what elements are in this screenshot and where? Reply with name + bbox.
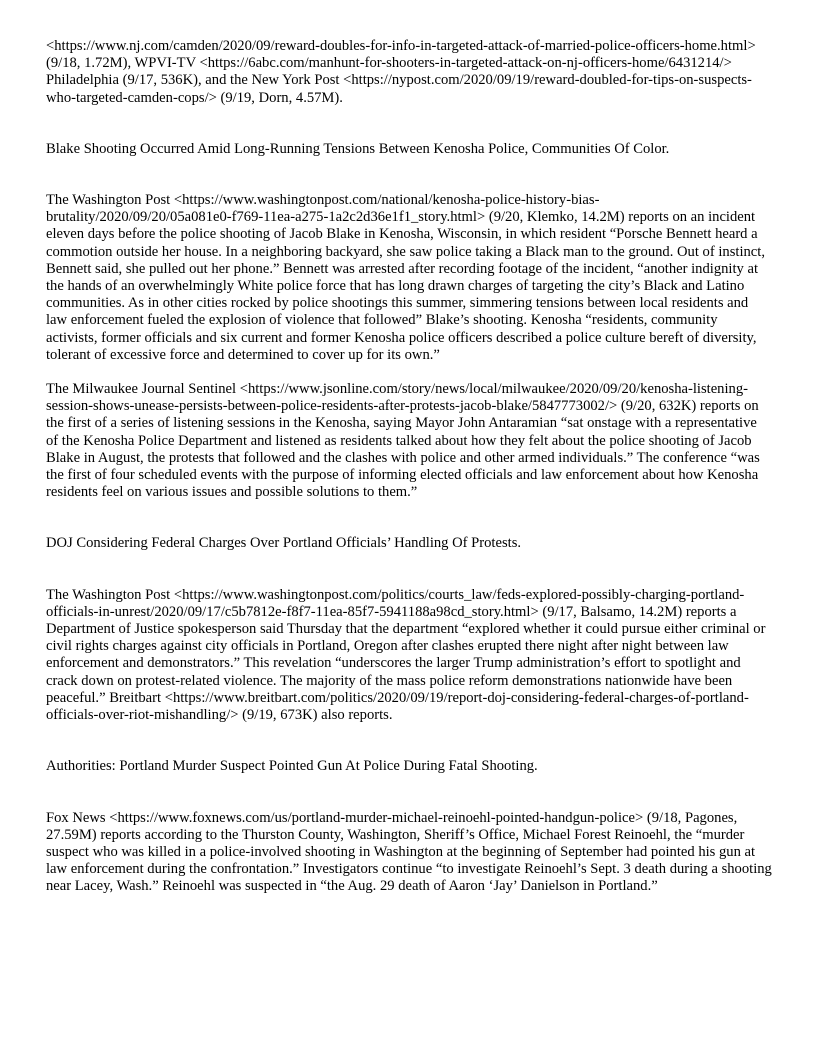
spacer (46, 724, 772, 758)
paragraph-milwaukee-journal: The Milwaukee Journal Sentinel <https://www.jsonline.com/story/news/local/milwaukee/2020/09/20/kenosha-listening-session-shows-unease-persists-between-police-residents-after-protests-jacob-blake/5847773002/> (9/20, 632K) reports on the first of a series of listening sessions in the Kenosha, saying Mayor John Antaramian “sat onstage with a representative of the Kenosha Police Department and listened as residents talked about how they felt about the police shooting of Jacob Blake in August, the protests that followed and the clashes with police and other armed individuals.” The conference “was the first of four scheduled events with the purpose of informing elected officials and law enforcement about how Kenosha residents feel on various issues and possible solutions to them.” (46, 381, 760, 501)
document-page (46, 38, 772, 896)
spacer (46, 501, 772, 535)
headline-doj-portland: DOJ Considering Federal Charges Over Portland Officials’ Handling Of Protests. (46, 535, 522, 552)
spacer (46, 553, 772, 587)
headline-blake-shooting: Blake Shooting Occurred Amid Long-Running Tensions Between Kenosha Police, Communities Of Color. (46, 140, 670, 157)
paragraph-continuation: <https://www.nj.com/camden/2020/09/reward-doubles-for-info-in-targeted-attack-of-married-police-officers-home.html> (9/18, 1.72M), WPVI-TV <https://6abc.com/manhunt-for-shooters-in-targeted-attack-on-nj-officers-home/6431214/> Philadelphia (9/17, 536K), and the New York Post <https://nypost.com/2020/09/19/reward-doubled-for-tips-on-suspects-who-targeted-camden-cops/> (9/19, Dorn, 4.57M). (46, 38, 756, 106)
spacer (46, 776, 772, 810)
spacer (46, 158, 772, 192)
spacer (46, 107, 772, 141)
paragraph-washington-post-kenosha: The Washington Post <https://www.washingtonpost.com/national/kenosha-police-history-bias-brutality/2020/09/20/05a081e0-f769-11ea-a275-1a2c2d36e1f1_story.html> (9/20, Klemko, 14.2M) reports on an incident eleven days before the police shooting of Jacob Blake in Kenosha, Wisconsin, in which resident “Porsche Bennett heard a commotion outside her house. In a neighboring backyard, she saw police taking a Black man to the ground. Out of instinct, Bennett said, she pulled out her phone.” Bennett was arrested after recording footage of the incident, “another indignity at the hands of an overwhelmingly White police force that has long drawn charges of targeting the city’s Black and Latino communities. As in other cities rocked by police shootings this summer, simmering tensions between local residents and law enforcement fueled the explosion of violence that followed” Blake’s shooting. Kenosha “residents, community activists, former officials and six current and former Kenosha police officers described a police culture bereft of diversity, tolerant of excessive force and determined to cover up for its own.” (46, 192, 765, 363)
spacer (46, 364, 772, 381)
paragraph-washington-post-portland: The Washington Post <https://www.washingtonpost.com/politics/courts_law/feds-explored-possibly-charging-portland-officials-in-unrest/2020/09/17/c5b7812e-f8f7-11ea-85f7-5941188a98cd_story.html> (9/17, Balsamo, 14.2M) reports a Department of Justice spokesperson said Thursday that the department “explored whether it could pursue either criminal or civil rights charges against city officials in Portland, Oregon after clashes erupted there night after night between law enforcement and demonstrators.” This revelation “underscores the larger Trump administration’s effort to spotlight and crack down on protest-related violence. The majority of the mass police reform demonstrations nationwide have been peaceful.” Breitbart <https://www.breitbart.com/politics/2020/09/19/report-doj-considering-federal-charges-of-portland-officials-over-riot-mishandling/> (9/19, 673K) also reports. (46, 586, 766, 724)
paragraph-fox-news: Fox News <https://www.foxnews.com/us/portland-murder-michael-reinoehl-pointed-handgun-police> (9/18, Pagones, 27.59M) reports according to the Thurston County, Washington, Sheriff’s Office, Michael Forest Reinoehl, the “murder suspect who was killed in a police-involved shooting in Washington at the beginning of September had pointed his gun at law enforcement during the confrontation.” Investigators continue “to investigate Reinoehl’s Sept. 3 death during a shooting near Lacey, Wash.” Reinoehl was suspected in “the Aug. 29 death of Aaron ‘Jay’ Danielson in Portland.” (46, 809, 772, 895)
headline-portland-murder-suspect: Authorities: Portland Murder Suspect Pointed Gun At Police During Fatal Shooting. (46, 758, 538, 775)
